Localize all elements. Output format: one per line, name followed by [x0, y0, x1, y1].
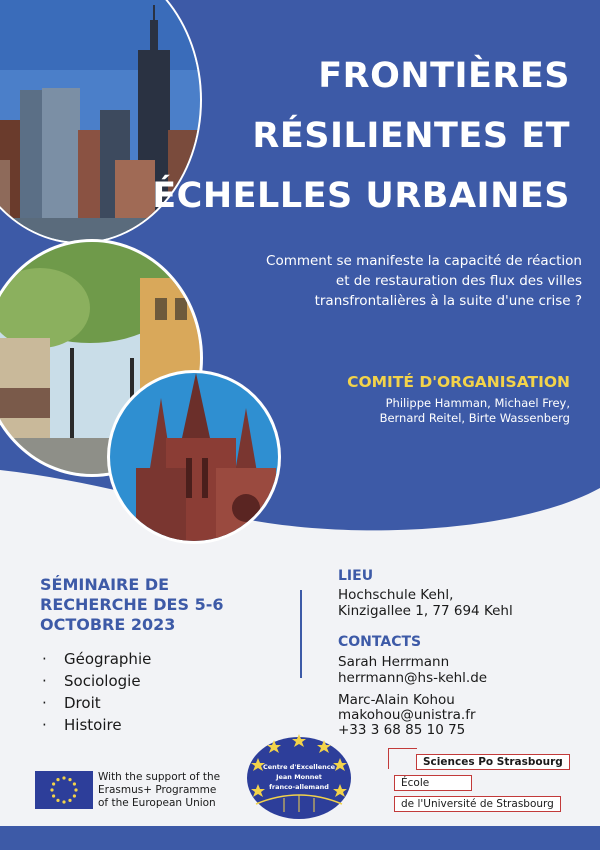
title-line-1: FRONTIÈRES	[318, 56, 570, 96]
question-line-1: Comment se manifeste la capacité de réaction	[266, 253, 582, 269]
question-line-3: transfrontalières à la suite d'une crise ?	[314, 293, 582, 309]
eu-support-line-2: Erasmus+ Programme	[98, 784, 217, 796]
discipline-label: Droit	[64, 694, 101, 712]
committee-names-line-2: Bernard Reitel, Birte Wassenberg	[379, 411, 570, 425]
list-item	[42, 672, 141, 690]
question-line-2: et de restauration des flux des villes	[335, 273, 582, 289]
vertical-divider	[300, 590, 302, 678]
venue-line-1: Hochschule Kehl,	[338, 587, 454, 603]
sciences-po-logo	[388, 748, 563, 816]
venue-heading: LIEU	[338, 568, 374, 584]
footer-band	[0, 826, 600, 850]
contact-email-link[interactable]: herrmann@hs-kehl.de	[338, 670, 488, 686]
sciences-po-name: Sciences Po Strasbourg	[416, 754, 570, 770]
venue-line-2: Kinzigallee 1, 77 694 Kehl	[338, 603, 513, 619]
sciences-po-ecole: École	[394, 775, 472, 791]
bullet-icon: ·	[42, 650, 47, 668]
logo-frame	[388, 748, 417, 769]
jean-monnet-line-3: franco-allemand	[269, 783, 329, 791]
jean-monnet-line-1: Centre d'Excellence	[262, 763, 336, 771]
eu-support-line-1: With the support of the	[98, 771, 221, 783]
cathedral-photo	[106, 368, 282, 546]
jean-monnet-logo	[244, 732, 354, 820]
title-line-3: ÉCHELLES URBAINES	[152, 176, 570, 216]
seminar-line-2: RECHERCHE DES 5-6	[40, 595, 224, 614]
discipline-label: Sociologie	[64, 672, 141, 690]
eu-flag-icon	[35, 771, 93, 809]
bullet-icon: ·	[42, 716, 47, 734]
contact-name: Sarah Herrmann	[338, 654, 450, 670]
bullet-icon: ·	[42, 672, 47, 690]
seminar-line-3: OCTOBRE 2023	[40, 615, 176, 634]
committee-heading: COMITÉ D'ORGANISATION	[347, 373, 570, 391]
list-item	[42, 694, 101, 712]
contact-email-link[interactable]: makohou@unistra.fr	[338, 707, 476, 723]
title-line-2: RÉSILIENTES ET	[252, 116, 570, 156]
list-item	[42, 650, 151, 668]
eu-support-line-3: of the European Union	[98, 797, 216, 809]
seminar-line-1: SÉMINAIRE DE	[40, 575, 170, 594]
discipline-label: Géographie	[64, 650, 152, 668]
jean-monnet-line-2: Jean Monnet	[276, 773, 322, 781]
bullet-icon: ·	[42, 694, 47, 712]
list-item	[42, 716, 122, 734]
sciences-po-universite: de l'Université de Strasbourg	[394, 796, 561, 812]
contacts-heading: CONTACTS	[338, 634, 422, 650]
contact-name: Marc-Alain Kohou	[338, 692, 455, 708]
contact-phone: +33 3 68 85 10 75	[338, 722, 466, 738]
discipline-label: Histoire	[64, 716, 122, 734]
committee-names-line-1: Philippe Hamman, Michael Frey,	[385, 396, 570, 410]
